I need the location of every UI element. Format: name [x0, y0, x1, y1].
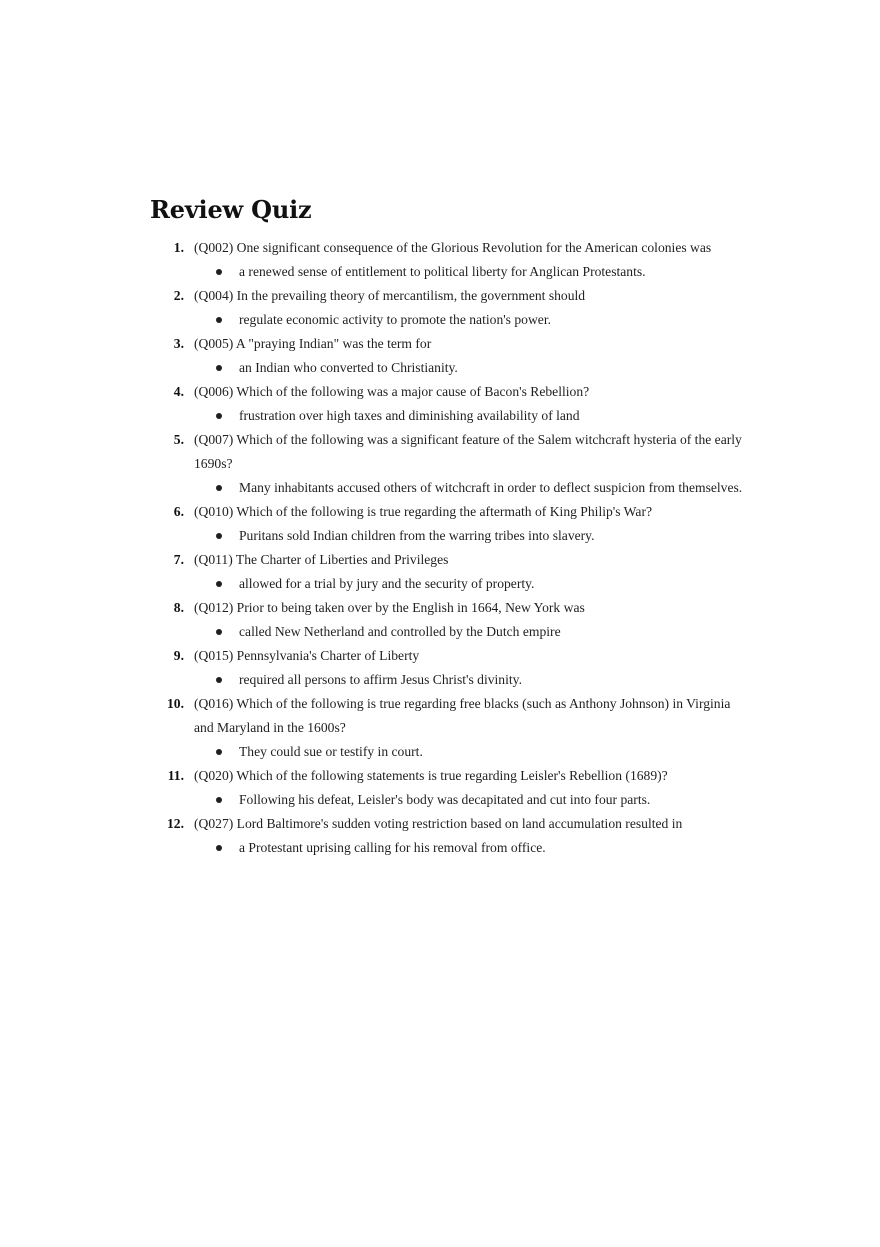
answer-text: called New Netherland and controlled by the Dutch empire [239, 624, 561, 639]
question-item [150, 332, 750, 380]
question-number: 9. [173, 648, 184, 663]
question-number: 3. [173, 336, 184, 351]
answer-item [194, 356, 750, 380]
answer-list [194, 356, 750, 380]
bullet-icon [216, 845, 222, 851]
answer-text: regulate economic activity to promote the nation's power. [239, 312, 551, 327]
question-item [150, 284, 750, 332]
answer-item [194, 836, 750, 860]
answer-list [194, 620, 750, 644]
answer-item [194, 788, 750, 812]
answer-text: a renewed sense of entitlement to political liberty for Anglican Protestants. [239, 264, 646, 279]
answer-item [194, 404, 750, 428]
answer-text: a Protestant uprising calling for his removal from office. [239, 840, 546, 855]
answer-list [194, 476, 750, 500]
answer-item [194, 572, 750, 596]
answer-text: Puritans sold Indian children from the warring tribes into slavery. [239, 528, 595, 543]
answer-list [194, 788, 750, 812]
question-number: 7. [173, 552, 184, 567]
question-number: 12. [167, 816, 184, 831]
question-number: 10. [167, 696, 184, 711]
question-number: 6. [173, 504, 184, 519]
answer-text: frustration over high taxes and diminishing availability of land [239, 408, 580, 423]
bullet-icon [216, 533, 222, 539]
answer-text: an Indian who converted to Christianity. [239, 360, 458, 375]
question-number: 2. [173, 288, 184, 303]
answer-list [194, 668, 750, 692]
question-text: (Q027) Lord Baltimore's sudden voting restriction based on land accumulation resulted in [194, 816, 683, 831]
question-text: (Q012) Prior to being taken over by the English in 1664, New York was [194, 600, 585, 615]
question-item [150, 596, 750, 644]
question-text: (Q005) A "praying Indian" was the term for [194, 336, 432, 351]
answer-item [194, 620, 750, 644]
answer-list [194, 740, 750, 764]
question-item [150, 812, 750, 860]
question-number: 8. [173, 600, 184, 615]
answer-text: required all persons to affirm Jesus Christ's divinity. [239, 672, 522, 687]
question-item [150, 500, 750, 548]
question-number: 5. [173, 432, 184, 447]
question-text: (Q016) Which of the following is true regarding free blacks (such as Anthony Johnson) in Virginia and Maryland in the 1600s? [194, 696, 731, 735]
answer-item [194, 476, 750, 500]
answer-list [194, 524, 750, 548]
question-item [150, 692, 750, 764]
question-text: (Q007) Which of the following was a significant feature of the Salem witchcraft hysteria of the early 1690s? [194, 432, 742, 471]
question-text: (Q011) The Charter of Liberties and Privileges [194, 552, 449, 567]
question-item [150, 764, 750, 812]
answer-text: They could sue or testify in court. [239, 744, 423, 759]
question-number: 1. [173, 240, 184, 255]
bullet-icon [216, 365, 222, 371]
bullet-icon [216, 317, 222, 323]
bullet-icon [216, 485, 222, 491]
answer-list [194, 260, 750, 284]
quiz-page [150, 194, 750, 860]
answer-list [194, 572, 750, 596]
question-item [150, 644, 750, 692]
question-text: (Q006) Which of the following was a major cause of Bacon's Rebellion? [194, 384, 590, 399]
bullet-icon [216, 269, 222, 275]
question-text: (Q015) Pennsylvania's Charter of Liberty [194, 648, 420, 663]
answer-list [194, 404, 750, 428]
answer-text: Many inhabitants accused others of witchcraft in order to deflect suspicion from themselves. [239, 480, 743, 495]
question-text: (Q002) One significant consequence of the Glorious Revolution for the American colonies was [194, 240, 712, 255]
question-item [150, 380, 750, 428]
bullet-icon [216, 749, 222, 755]
question-list [150, 236, 750, 860]
answer-item [194, 260, 750, 284]
answer-item [194, 740, 750, 764]
answer-text: allowed for a trial by jury and the security of property. [239, 576, 535, 591]
question-number: 11. [167, 768, 184, 783]
bullet-icon [216, 797, 222, 803]
question-text: (Q004) In the prevailing theory of mercantilism, the government should [194, 288, 586, 303]
question-item [150, 236, 750, 284]
page-title: Review Quiz [150, 195, 312, 224]
answer-item [194, 524, 750, 548]
question-text: (Q010) Which of the following is true regarding the aftermath of King Philip's War? [194, 504, 653, 519]
bullet-icon [216, 677, 222, 683]
question-number: 4. [173, 384, 184, 399]
answer-list [194, 308, 750, 332]
answer-list [194, 836, 750, 860]
bullet-icon [216, 581, 222, 587]
answer-item [194, 668, 750, 692]
question-item [150, 428, 750, 500]
answer-item [194, 308, 750, 332]
question-text: (Q020) Which of the following statements is true regarding Leisler's Rebellion (1689)? [194, 768, 668, 783]
answer-text: Following his defeat, Leisler's body was decapitated and cut into four parts. [239, 792, 651, 807]
question-item [150, 548, 750, 596]
bullet-icon [216, 413, 222, 419]
bullet-icon [216, 629, 222, 635]
